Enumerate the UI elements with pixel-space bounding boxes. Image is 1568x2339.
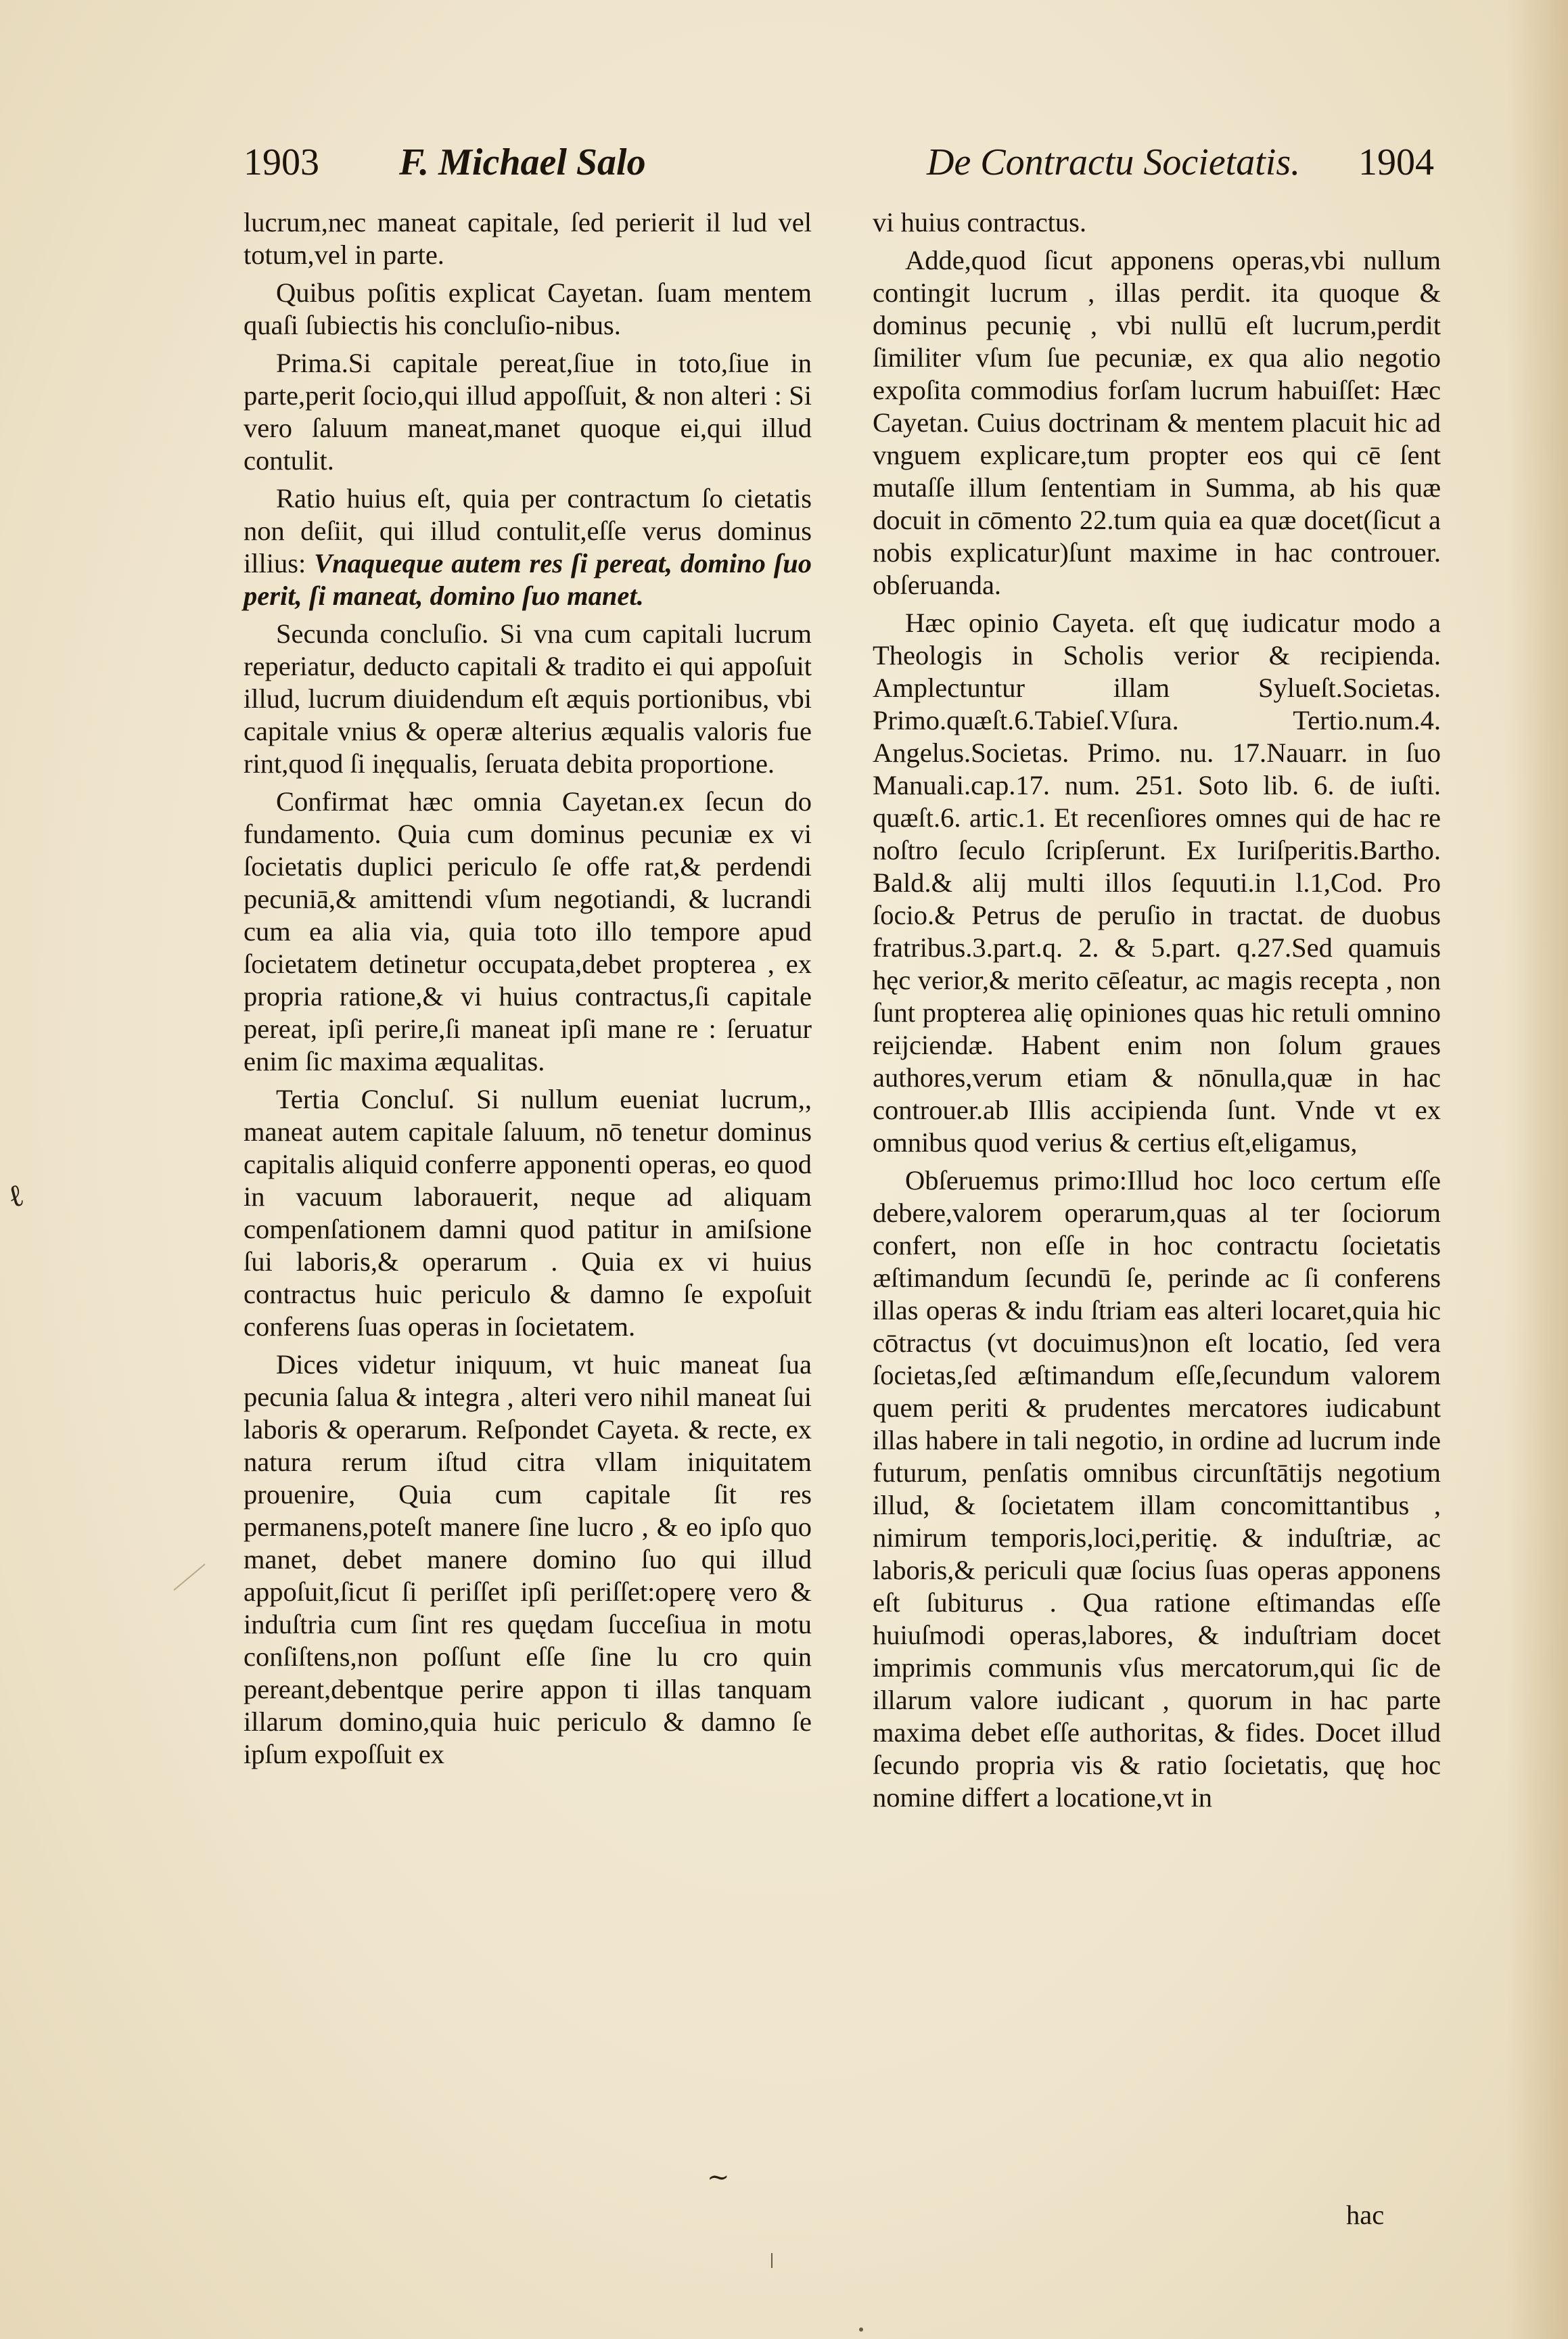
paragraph: Quibus poſitis explicat Cayetan. ſuam mentem quaſi ſubiectis his concluſio-nibus.: [244, 277, 812, 340]
paragraph: lucrum,nec maneat capitale, ſed perierit il lud vel totum,vel in parte.: [244, 207, 812, 270]
margin-ink-mark: ℓ: [3, 1176, 28, 1215]
catchword: hac: [1346, 2200, 1385, 2230]
running-head-author: F. Michael Salo: [399, 141, 646, 183]
printer-mark: ~: [707, 2162, 730, 2193]
ink-speck: [859, 2327, 863, 2332]
italic-quotation: Vnaqueque autem res ſi pereat, domino ſuo perit, ſi maneat, domino ſuo manet.: [244, 548, 812, 611]
page-header: [244, 132, 1434, 193]
paragraph: Hæc opinio Cayeta. eſt quę iudicatur modo a Theologis in Scholis verior & recipienda. Amplectuntur illam Sylueſt.Societas. Primo.quæſt.6.Tabieſ.Vſura. Tertio.num.4. Angelus.Societas. Primo. nu. 17.Nauarr. in ſuo Manuali.cap.17. num. 251. Soto lib. 6. de iuſti. quæſt.6. artic.1. Et recenſiores omnes qui de hac re noſtro ſeculo ſcripſerunt. Ex Iuriſperitis.Bartho. Bald.& alij multi illos ſequuti.in l.1,Cod. Pro ſocio.& Petrus de peruſio in tractat. de duobus fratribus.3.part.q. 2. & 5.part. q.27.Sed quamuis hęc verior,& merito cēſeatur, ac magis recepta , non ſunt propterea alię opiniones quas hic retuli omnino reijciendæ. Habent enim non ſolum graues authores,verum etiam & nōnulla,quæ in hac controuer.ab Illis accipienda ſunt. Vnde vt ex omnibus quod verius & certius eſt,eligamus,: [873, 608, 1441, 1158]
paragraph: vi huius contractus.: [873, 207, 1087, 237]
paragraph: Obſeruemus primo:Illud hoc loco certum eſſe debere,valorem operarum,quas al ter ſociorum confert, non eſſe in hoc contractu ſocietatis æſtimandum ſecundū ſe, perinde ac ſi conferens illas operas & indu ſtriam eas alteri locaret,quia hic cōtractus (vt docuimus)non eſt locatio, ſed vera ſocietas,ſed æſtimandum eſſe,ſecundum valorem quem periti & prudentes mercatores iudicabunt illas habere in tali negotio, in ordine ad lucrum inde futurum, penſatis omnibus circunſtātijs negotium illud, & ſocietatem illam concomittantibus , nimirum temporis,loci,peritię. & induſtriæ, ac laboris,& periculi quæ ſocius ſuas operas apponens eſt ſubiturus . Qua ratione eſtimandas eſſe huiuſmodi operas,labores, & induſtriam docet imprimis communis vſus mercatorum,qui ſic de illarum valore iudicant , quorum in hac parte maxima debet eſſe authoritas, & fides. Docet illud ſecundo propria vis & ratio ſocietatis, quę hoc nomine differt a locatione,vt in: [873, 1165, 1441, 1813]
paragraph: Confirmat hæc omnia Cayetan.ex ſecun do fundamento. Quia cum dominus pecuniæ ex vi ſocietatis duplici periculo ſe offe rat,& perdendi pecuniā,& amittendi vſum negotiandi, & lucrandi cum ea alia via, quia toto illo tempore apud ſocietatem detinetur occupata,debet propterea , ex propria ratione,& vi huius contractus,ſi capitale pereat, ipſi perire,ſi maneat ipſi mane re : ſeruatur enim ſic maxima æqualitas.: [244, 786, 812, 1076]
paragraph: Ratio huius eſt, quia per contractum ſo cietatis non deſiit, qui illud contulit,eſſe verus dominus illius: Vnaqueque autem res ſi pereat, domino ſuo perit, ſi maneat, domino ſuo manet.: [244, 483, 812, 611]
page-edge-shadow: [1507, 0, 1568, 2339]
paragraph: Dices videtur iniquum, vt huic maneat ſua pecunia ſalua & integra , alteri vero nihil maneat ſui laboris & operarum. Reſpondet Cayeta. & recte, ex natura rerum iſtud citra vllam iniquitatem prouenire, Quia cum capitale ſit res permanens,poteſt manere ſine lucro , & eo ipſo quo manet, debet manere domino ſuo qui illud appoſuit,ſicut ſi periſſet ipſi periſſet:operę vero & induſtria cum ſint res quędam ſucceſiua in motu conſiſtens,non poſſunt eſſe ſine lu cro quin pereant,debentque perire appon ti illas tanquam illarum domino,quia huic periculo & damno ſe ipſum expoſſuit ex: [244, 1349, 812, 1769]
right-column: [873, 206, 1441, 1819]
running-head-title: De Contractu Societatis.: [927, 141, 1301, 183]
page-number-right: 1904: [1358, 141, 1434, 183]
left-column: [244, 206, 812, 1776]
paragraph: Tertia Concluſ. Si nullum eueniat lucrum,, maneat autem capitale ſaluum, nō tenetur dominus capitalis aliquid conferre apponenti operas, eo quod in vacuum laborauerit, neque ad aliquam compenſationem damni quod patitur in amiſsione ſui laboris,& operarum . Quia ex vi huius contractus huic periculo & damno ſe expoſuit conferens ſuas operas in ſocietatem.: [244, 1084, 812, 1342]
page-number-left: 1903: [244, 141, 319, 183]
paragraph: Adde,quod ſicut apponens operas,vbi nullum contingit lucrum , illas perdit. ita quoque & dominus pecunię , vbi nullū eſt lucrum,perdit ſimiliter vſum ſue pecuniæ, ex qua alio negotio expoſita commodius forſam lucrum habuiſſet: Hæc Cayetan. Cuius doctrinam & mentem placuit hic ad vnguem explicare,tum propter eos qui cē ſent mutaſſe illum ſententiam in Summa, ab his quæ docuit in cōmento 22.tum quia ea quæ docet(ſicut a nobis explicatur)ſunt maxime in hac controuer. obſeruanda.: [873, 245, 1441, 600]
paper-crease-mark: [173, 1564, 205, 1591]
paragraph: Secunda concluſio. Si vna cum capitali lucrum reperiatur, deducto capitali & tradito ei qui appoſuit illud, lucrum diuidendum eſt æquis portionibus, vbi capitale vnius & operæ alterius æqualis valoris fue rint,quod ſi inęqualis, ſeruata debita proportione.: [244, 618, 812, 779]
ink-speck: [771, 2253, 773, 2268]
paragraph: Prima.Si capitale pereat,ſiue in toto,ſiue in parte,perit ſocio,qui illud appoſſuit, & non alteri : Si vero ſaluum maneat,manet quoque ei,qui illud contulit.: [244, 348, 812, 476]
